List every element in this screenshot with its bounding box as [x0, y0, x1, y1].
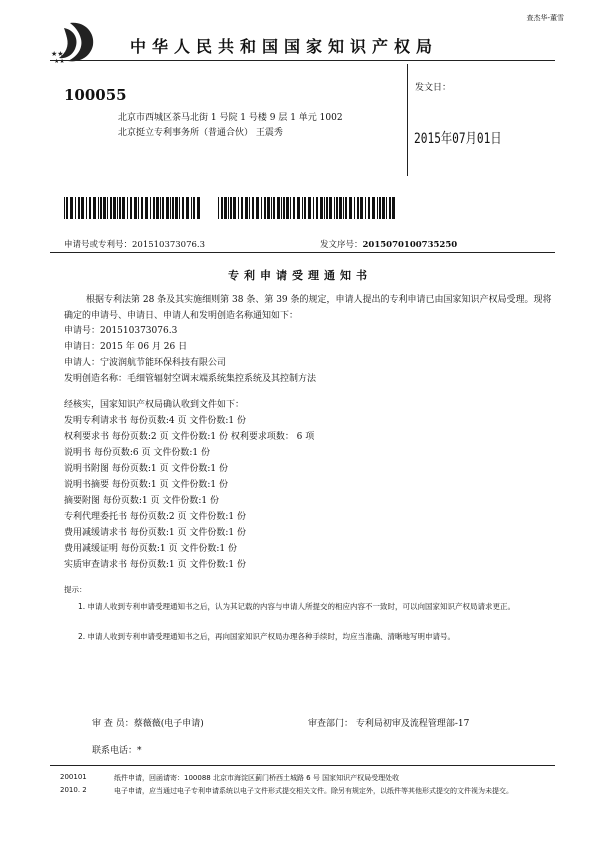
e-filing-note: 电子申请，应当通过电子专利申请系统以电子文件形式提交相关文件。除另有规定外，以纸件等其他形式提交的文件视为未提交。 — [114, 787, 513, 795]
examining-department: 审查部门： 专利局初审及流程管理部-17 — [308, 719, 470, 729]
hint-item-2: 2. 申请人收到专利申请受理通知书之后，再向国家知识产权局办理各种手续时，均应当准确、清晰地写明申请号。 — [78, 632, 456, 641]
file-item: 费用减缓请求书 每份页数:1 页 文件份数:1 份 — [64, 528, 246, 538]
serial-number: 2015070100735250 — [362, 240, 458, 250]
application-number-label: 申请号或专利号： — [64, 240, 133, 250]
notice-title: 专利申请受理通知书 — [228, 269, 372, 282]
footer-divider — [50, 765, 555, 766]
hints-label: 提示： — [64, 585, 87, 594]
field-application-no: 申请号：201510373076.3 — [64, 326, 178, 336]
postcode: 100055 — [64, 86, 127, 104]
field-application-date: 申请日：2015 年 06 月 26 日 — [64, 342, 188, 352]
svg-text:★★: ★★ — [54, 58, 65, 64]
application-number-row — [64, 238, 205, 250]
file-item: 权利要求书 每份页数:2 页 文件份数:1 份 权利要求项数： 6 项 — [64, 432, 315, 442]
office-small-label: 查杰华-董雪 — [526, 14, 564, 22]
barcode-left — [64, 197, 204, 219]
header-divider — [50, 60, 555, 61]
file-item: 说明书附图 每份页数:1 页 文件份数:1 份 — [64, 464, 228, 474]
serial-number-row — [320, 238, 457, 250]
file-item: 实质审查请求书 每份页数:1 页 文件份数:1 份 — [64, 560, 246, 570]
file-item: 费用减缓证明 每份页数:1 页 文件份数:1 份 — [64, 544, 237, 554]
verified-statement: 经核实，国家知识产权局确认收到文件如下： — [64, 400, 245, 410]
field-invention-title: 发明创造名称：毛细管辐射空调末端系统集控系统及其控制方法 — [64, 374, 317, 384]
form-code: 200101 — [60, 773, 87, 781]
intro-paragraph: 根据专利法第 28 条及其实施细则第 38 条、第 39 条的规定，申请人提出的专利申请已由国家知识产权局受理。现将确定的申请号、申请日、申请人和发明创造名称通知如下： — [64, 295, 552, 321]
meta-divider — [50, 252, 555, 253]
serial-number-label: 发文序号： — [320, 240, 363, 250]
examiner: 审 查 员：蔡薇薇(电子申请) — [92, 719, 204, 729]
hint-item-1: 1. 申请人收到专利申请受理通知书之后，认为其记载的内容与申请人所提交的相应内容不一致时，可以向国家知识产权局请求更正。 — [78, 602, 516, 611]
form-version: 2010. 2 — [60, 786, 87, 794]
field-applicant: 申请人：宁波润航节能环保科技有限公司 — [64, 358, 227, 368]
barcode-right — [218, 197, 398, 219]
address-line-1: 北京市西城区茶马北街 1 号院 1 号楼 9 层 1 单元 1002 — [118, 113, 343, 123]
file-item: 发明专利请求书 每份页数:4 页 文件份数:1 份 — [64, 416, 246, 426]
address-line-2: 北京挺立专利事务所（普通合伙） 王震秀 — [118, 128, 283, 138]
svg-text:★★★: ★★★ — [51, 50, 70, 58]
address-divider — [407, 64, 408, 176]
cnipa-logo — [50, 20, 96, 64]
application-number: 201510373076.3 — [132, 240, 206, 250]
paper-filing-note: 纸件申请，回函请寄：100088 北京市海淀区蓟门桥西土城路 6 号 国家知识产权局受理处收 — [114, 774, 400, 782]
file-item: 说明书 每份页数:6 页 文件份数:1 份 — [64, 448, 210, 458]
contact-phone: 联系电话：* — [92, 746, 142, 756]
office-name: 中华人民共和国国家知识产权局 — [130, 37, 439, 56]
file-item: 专利代理委托书 每份页数:2 页 文件份数:1 份 — [64, 512, 246, 522]
issue-date-label: 发文日： — [415, 83, 452, 93]
issue-date-stamp: 2015年07月01日 — [414, 131, 502, 147]
file-item: 摘要附图 每份页数:1 页 文件份数:1 份 — [64, 496, 219, 506]
file-item: 说明书摘要 每份页数:1 页 文件份数:1 份 — [64, 480, 228, 490]
